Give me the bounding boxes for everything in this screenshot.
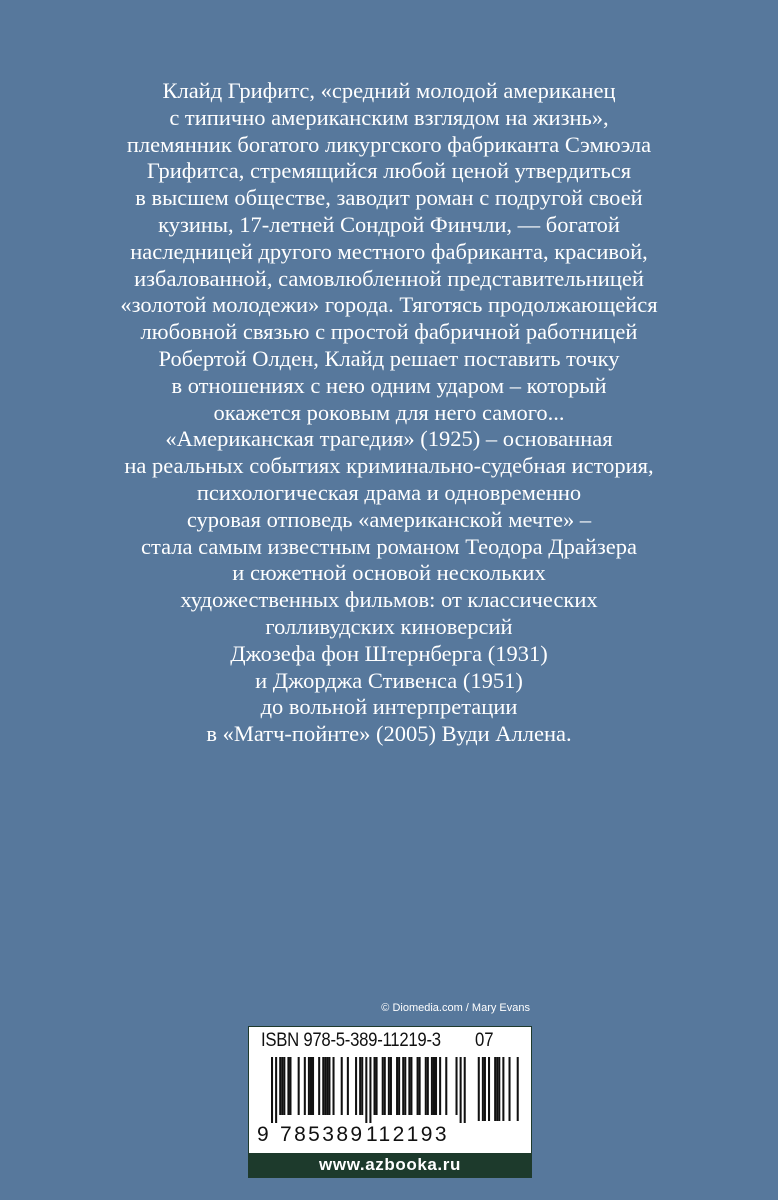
annotation-line: психологическая драма и одновременно (196, 479, 582, 505)
annotation-line: племянник богатого ликургского фабриканта Сэмюэла (126, 131, 652, 157)
barcode-addon-bar (509, 1057, 511, 1121)
barcode-bar (404, 1057, 406, 1115)
barcode-addon-bar (496, 1057, 498, 1121)
barcode-bar (433, 1057, 435, 1115)
annotation-line: наследницей другого местного фабриканта, красивой, (130, 238, 648, 264)
barcode-bar (326, 1057, 328, 1115)
isbn-addon-label: 07 (475, 1030, 494, 1051)
barcode-addon-bar (502, 1057, 504, 1121)
annotation-line: на реальных событиях криминально-судебная история, (124, 453, 654, 479)
barcode-bar (464, 1057, 466, 1123)
barcode-bar (425, 1057, 427, 1115)
isbn-label: ISBN 978-5-389-11219-3 (261, 1030, 441, 1051)
barcode-bar (355, 1057, 357, 1115)
annotation-line: «Американская трагедия» (1925) – основанная (165, 426, 613, 452)
barcode-bar (427, 1057, 429, 1115)
barcode-bar (312, 1057, 314, 1115)
annotation-line: Клайд Грифитс, «средний молодой американец (162, 78, 616, 103)
annotation-line: Джозефа фон Штернберга (1931) (230, 640, 548, 666)
annotation-line: любовной связью с простой фабричной работницей (140, 319, 638, 345)
barcode-bar (287, 1057, 289, 1115)
barcode-addon-bar (494, 1057, 496, 1121)
barcode-addon-bar (478, 1057, 480, 1121)
barcode-bar (304, 1057, 306, 1115)
barcode-bar (402, 1057, 404, 1115)
annotation-line: суровая отповедь «американской мечте» – (186, 506, 592, 532)
barcode-graphic (257, 1057, 525, 1127)
annotation-line: до вольной интерпретации (260, 694, 518, 720)
annotation-line: художественных фильмов: от классических (180, 587, 598, 613)
barcode-bar (341, 1057, 343, 1115)
barcode-bar (396, 1057, 398, 1115)
barcode-bar (322, 1057, 324, 1115)
barcode-bar (445, 1057, 447, 1115)
barcode-bar (347, 1057, 349, 1115)
barcode-bar (298, 1057, 300, 1115)
annotation-line: Робертой Олден, Клайд решает поставить точку (158, 345, 620, 371)
barcode-bar (431, 1057, 433, 1115)
annotation-line: кузины, 17-летней Сондрой Финчли, — богатой (158, 211, 620, 237)
barcode-addon-bar (498, 1057, 500, 1121)
annotation-line: в отношениях с нею одним ударом – который (171, 372, 607, 398)
annotation-text (60, 78, 718, 748)
barcode-bar (390, 1057, 392, 1115)
barcode-bar (388, 1057, 390, 1115)
publisher-url[interactable]: www.azbooka.ru (249, 1153, 531, 1177)
barcode-bar (410, 1057, 412, 1115)
barcode-bar (408, 1057, 410, 1115)
barcode-bar (318, 1057, 320, 1115)
annotation-line: окажется роковым для него самого... (213, 399, 565, 425)
barcode-bar (382, 1057, 384, 1115)
barcode-bar (281, 1057, 283, 1115)
barcode-bar (374, 1057, 376, 1115)
barcode-bar (419, 1057, 421, 1115)
annotation-line: в «Матч-пойнте» (2005) Вуди Аллена. (206, 721, 572, 747)
annotation-line: в высшем обществе, заводит роман с подругой своей (135, 185, 643, 211)
annotation-line: Грифитса, стремящийся любой ценой утвердиться (146, 158, 632, 184)
photo-credit: © Diomedia.com / Mary Evans (381, 1002, 530, 1014)
annotation-line: с типично американским взглядом на жизнь», (169, 104, 609, 130)
barcode-bar (456, 1057, 458, 1115)
annotation-line: и Джорджа Стивенса (1951) (255, 667, 523, 693)
barcode-bar (324, 1057, 326, 1115)
barcode-bar (376, 1057, 378, 1115)
barcode-bar (365, 1057, 367, 1123)
barcode-bar (328, 1057, 330, 1115)
barcode-bar (361, 1057, 363, 1115)
barcode-bar (359, 1057, 361, 1115)
isbn-barcode-block (248, 1026, 532, 1178)
barcode-bar (271, 1057, 273, 1123)
barcode-bar (289, 1057, 291, 1115)
barcode-bar (279, 1057, 281, 1115)
barcode-digits-right: 112193 (366, 1123, 449, 1146)
barcode-digit-first: 9 (257, 1123, 269, 1146)
barcode-bar (275, 1057, 277, 1123)
annotation-line: и сюжетной основой нескольких (232, 560, 546, 586)
barcode-bar (369, 1057, 371, 1123)
annotation-line: стала самым известным романом Теодора Драйзера (140, 533, 638, 559)
barcode-bar (417, 1057, 419, 1115)
barcode-bar (435, 1057, 437, 1115)
barcode-addon-bar (484, 1057, 486, 1121)
barcode-bar (439, 1057, 441, 1115)
annotation-line: голливудских киноверсий (265, 613, 513, 639)
barcode-addon-bar (488, 1057, 490, 1121)
barcode-bar (333, 1057, 335, 1115)
barcode-addon-bar (517, 1057, 519, 1121)
barcode-digits-left: 785389 (280, 1123, 365, 1146)
barcode-bar (283, 1057, 285, 1115)
barcode-bar (398, 1057, 400, 1115)
annotation-line: «золотой молодежи» города. Тяготясь продолжающейся (120, 292, 658, 318)
barcode-bar (460, 1057, 462, 1123)
barcode-bar (310, 1057, 312, 1115)
barcode-bar (384, 1057, 386, 1115)
barcode-addon-bar (482, 1057, 484, 1121)
barcode-bar (308, 1057, 310, 1115)
annotation-line: избалованной, самовлюбленной представительницей (134, 265, 644, 291)
